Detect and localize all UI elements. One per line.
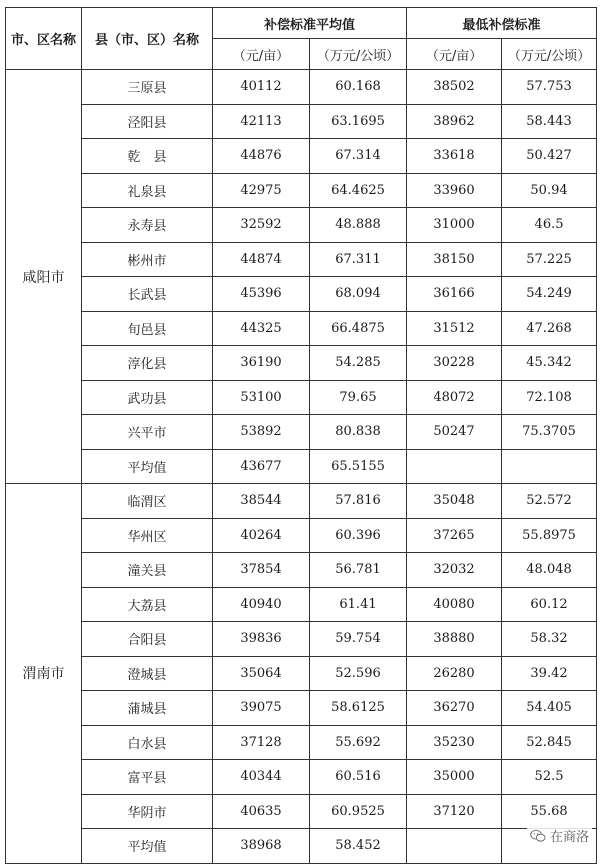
table-row (6, 794, 597, 829)
table-row (6, 484, 597, 519)
header-avg-standard: 补偿标准平均值 (213, 8, 407, 39)
cell-county: 兴平市 (82, 415, 213, 450)
cell-avg-yuan-mu: 37128 (213, 725, 310, 760)
header-unit-wanyuan-ha: （万元/公顷） (310, 39, 407, 70)
table-row (6, 208, 597, 243)
cell-avg-wanyuan-ha: 64.4625 (310, 173, 407, 208)
cell-county: 彬州市 (82, 242, 213, 277)
cell-avg-yuan-mu: 38544 (213, 484, 310, 519)
cell-min-yuan-mu: 50247 (407, 415, 502, 450)
cell-county: 平均值 (82, 449, 213, 484)
cell-avg-yuan-mu: 42975 (213, 173, 310, 208)
table-row (6, 829, 597, 864)
cell-county: 礼泉县 (82, 173, 213, 208)
cell-min-yuan-mu: 36270 (407, 691, 502, 726)
cell-avg-wanyuan-ha: 63.1695 (310, 104, 407, 139)
cell-min-yuan-mu: 38150 (407, 242, 502, 277)
cell-county: 三原县 (82, 70, 213, 105)
cell-min-wanyuan-ha: 58.443 (502, 104, 597, 139)
cell-county: 泾阳县 (82, 104, 213, 139)
cell-min-yuan-mu: 38962 (407, 104, 502, 139)
cell-county: 临渭区 (82, 484, 213, 519)
cell-avg-yuan-mu: 40344 (213, 760, 310, 795)
cell-min-wanyuan-ha: 50.94 (502, 173, 597, 208)
table-row (6, 70, 597, 105)
table-body (6, 70, 597, 864)
cell-avg-wanyuan-ha: 79.65 (310, 380, 407, 415)
table-row (6, 380, 597, 415)
cell-avg-wanyuan-ha: 54.285 (310, 346, 407, 381)
cell-min-yuan-mu: 35048 (407, 484, 502, 519)
cell-min-wanyuan-ha: 55.8975 (502, 518, 597, 553)
cell-county: 武功县 (82, 380, 213, 415)
cell-avg-wanyuan-ha: 68.094 (310, 277, 407, 312)
cell-avg-wanyuan-ha: 60.9525 (310, 794, 407, 829)
cell-min-yuan-mu: 26280 (407, 656, 502, 691)
cell-avg-wanyuan-ha: 58.6125 (310, 691, 407, 726)
table-row (6, 691, 597, 726)
cell-avg-wanyuan-ha: 61.41 (310, 587, 407, 622)
cell-avg-wanyuan-ha: 48.888 (310, 208, 407, 243)
cell-avg-yuan-mu: 32592 (213, 208, 310, 243)
cell-min-yuan-mu: 30228 (407, 346, 502, 381)
cell-min-yuan-mu: 35230 (407, 725, 502, 760)
cell-avg-yuan-mu: 45396 (213, 277, 310, 312)
table-row (6, 104, 597, 139)
cell-city: 渭南市 (6, 484, 82, 864)
cell-avg-wanyuan-ha: 56.781 (310, 553, 407, 588)
cell-avg-yuan-mu: 40264 (213, 518, 310, 553)
cell-min-yuan-mu (407, 829, 502, 864)
cell-min-wanyuan-ha: 54.405 (502, 691, 597, 726)
cell-avg-yuan-mu: 35064 (213, 656, 310, 691)
cell-avg-wanyuan-ha: 80.838 (310, 415, 407, 450)
cell-min-yuan-mu: 38880 (407, 622, 502, 657)
cell-avg-yuan-mu: 38968 (213, 829, 310, 864)
cell-avg-wanyuan-ha: 59.754 (310, 622, 407, 657)
cell-avg-wanyuan-ha: 67.314 (310, 139, 407, 174)
cell-city: 咸阳市 (6, 70, 82, 484)
table-row (6, 725, 597, 760)
cell-county: 澄城县 (82, 656, 213, 691)
cell-min-wanyuan-ha: 47.268 (502, 311, 597, 346)
cell-avg-yuan-mu: 36190 (213, 346, 310, 381)
cell-min-yuan-mu: 37265 (407, 518, 502, 553)
cell-county: 蒲城县 (82, 691, 213, 726)
cell-avg-wanyuan-ha: 60.168 (310, 70, 407, 105)
cell-county: 大荔县 (82, 587, 213, 622)
cell-avg-wanyuan-ha: 52.596 (310, 656, 407, 691)
cell-avg-wanyuan-ha: 57.816 (310, 484, 407, 519)
cell-avg-wanyuan-ha: 67.311 (310, 242, 407, 277)
cell-county: 永寿县 (82, 208, 213, 243)
cell-avg-yuan-mu: 53892 (213, 415, 310, 450)
cell-county: 潼关县 (82, 553, 213, 588)
cell-min-wanyuan-ha: 57.753 (502, 70, 597, 105)
header-unit-yuan-mu: （元/亩） (213, 39, 310, 70)
cell-avg-yuan-mu: 40940 (213, 587, 310, 622)
cell-county: 长武县 (82, 277, 213, 312)
cell-avg-yuan-mu: 37854 (213, 553, 310, 588)
header-city: 市、区名称 (6, 8, 82, 70)
cell-avg-yuan-mu: 40635 (213, 794, 310, 829)
cell-min-wanyuan-ha: 57.225 (502, 242, 597, 277)
table-row (6, 587, 597, 622)
cell-min-yuan-mu: 32032 (407, 553, 502, 588)
compensation-table (5, 7, 597, 864)
cell-avg-yuan-mu: 39836 (213, 622, 310, 657)
cell-min-wanyuan-ha: 50.427 (502, 139, 597, 174)
table-row (6, 622, 597, 657)
cell-min-wanyuan-ha: 45.342 (502, 346, 597, 381)
cell-min-yuan-mu: 48072 (407, 380, 502, 415)
cell-county: 合阳县 (82, 622, 213, 657)
header-min-standard: 最低补偿标准 (407, 8, 597, 39)
cell-min-wanyuan-ha (502, 449, 597, 484)
watermark-text: 在商洛 (549, 830, 589, 845)
cell-avg-yuan-mu: 44876 (213, 139, 310, 174)
table-row (6, 760, 597, 795)
cell-avg-wanyuan-ha: 58.452 (310, 829, 407, 864)
table-row (6, 242, 597, 277)
table-row (6, 346, 597, 381)
cell-min-yuan-mu (407, 449, 502, 484)
cell-county: 华阴市 (82, 794, 213, 829)
cell-min-wanyuan-ha: 46.5 (502, 208, 597, 243)
cell-county: 华州区 (82, 518, 213, 553)
cell-min-wanyuan-ha: 52.572 (502, 484, 597, 519)
cell-county: 平均值 (82, 829, 213, 864)
table-row (6, 311, 597, 346)
header-unit-wanyuan-ha-min: （万元/公顷） (502, 39, 597, 70)
cell-min-yuan-mu: 38502 (407, 70, 502, 105)
cell-min-yuan-mu: 33960 (407, 173, 502, 208)
cell-county: 乾 县 (82, 139, 213, 174)
table-row (6, 656, 597, 691)
cell-avg-yuan-mu: 53100 (213, 380, 310, 415)
cell-avg-yuan-mu: 44325 (213, 311, 310, 346)
cell-min-wanyuan-ha: 52.5 (502, 760, 597, 795)
cell-min-yuan-mu: 31512 (407, 311, 502, 346)
header-county: 县（市、区）名称 (82, 8, 213, 70)
cell-min-wanyuan-ha: 48.048 (502, 553, 597, 588)
table-row (6, 553, 597, 588)
cell-avg-yuan-mu: 43677 (213, 449, 310, 484)
table-row (6, 277, 597, 312)
cell-county: 淳化县 (82, 346, 213, 381)
cell-min-wanyuan-ha: 58.32 (502, 622, 597, 657)
cell-min-wanyuan-ha: 55.68 (502, 794, 597, 829)
cell-avg-yuan-mu: 42113 (213, 104, 310, 139)
table-row (6, 518, 597, 553)
header-unit-yuan-mu-min: （元/亩） (407, 39, 502, 70)
cell-county: 白水县 (82, 725, 213, 760)
cell-avg-wanyuan-ha: 60.516 (310, 760, 407, 795)
table-row (6, 415, 597, 450)
cell-avg-yuan-mu: 40112 (213, 70, 310, 105)
cell-avg-yuan-mu: 44874 (213, 242, 310, 277)
cell-min-wanyuan-ha: 52.845 (502, 725, 597, 760)
cell-min-yuan-mu: 36166 (407, 277, 502, 312)
cell-min-wanyuan-ha: 60.12 (502, 587, 597, 622)
cell-avg-wanyuan-ha: 60.396 (310, 518, 407, 553)
cell-avg-wanyuan-ha: 66.4875 (310, 311, 407, 346)
cell-county: 旬邑县 (82, 311, 213, 346)
cell-avg-yuan-mu: 39075 (213, 691, 310, 726)
watermark (527, 825, 592, 846)
cell-avg-wanyuan-ha: 55.692 (310, 725, 407, 760)
cell-min-yuan-mu: 31000 (407, 208, 502, 243)
cell-min-yuan-mu: 40080 (407, 587, 502, 622)
cell-min-wanyuan-ha: 54.249 (502, 277, 597, 312)
cell-min-wanyuan-ha: 72.108 (502, 380, 597, 415)
cell-min-yuan-mu: 33618 (407, 139, 502, 174)
cell-county: 富平县 (82, 760, 213, 795)
cell-min-wanyuan-ha: 39.42 (502, 656, 597, 691)
table-row (6, 139, 597, 174)
table-row (6, 449, 597, 484)
cell-min-yuan-mu: 35000 (407, 760, 502, 795)
cell-min-wanyuan-ha: 75.3705 (502, 415, 597, 450)
cell-min-yuan-mu: 37120 (407, 794, 502, 829)
cell-avg-wanyuan-ha: 65.5155 (310, 449, 407, 484)
wechat-icon (530, 829, 546, 843)
table-row (6, 173, 597, 208)
